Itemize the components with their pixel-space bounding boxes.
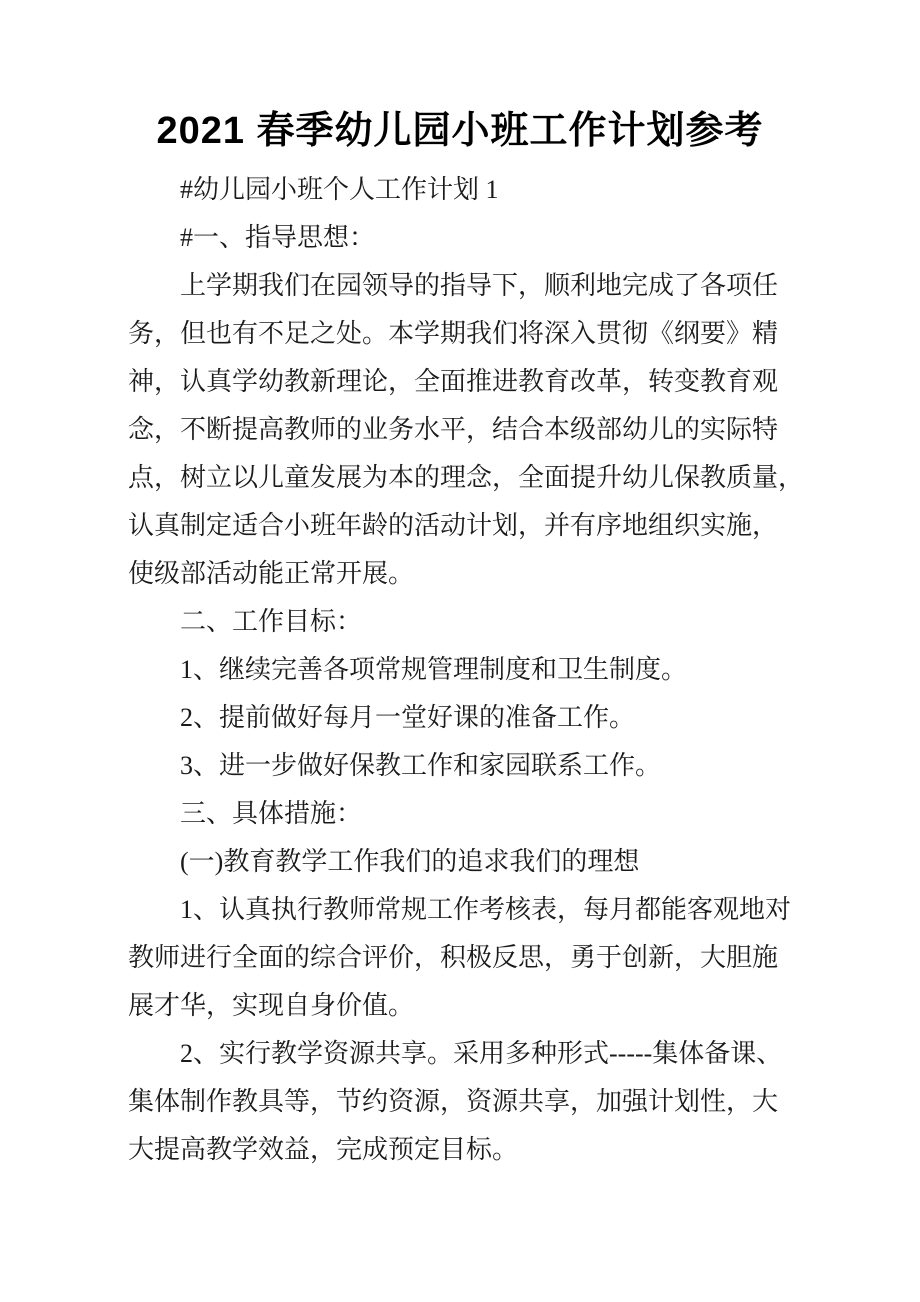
- text-line: #幼儿园小班个人工作计划 1: [180, 175, 499, 204]
- document-title: 2021 春季幼儿园小班工作计划参考: [156, 110, 764, 152]
- text-line: 教师进行全面的综合评价，积极反思，勇于创新，大胆施: [128, 943, 779, 972]
- paragraph-plan-subtitle: [128, 166, 792, 214]
- paragraph-measures-subheading: [128, 838, 792, 886]
- document-body: [128, 166, 805, 1174]
- text-line: 上学期我们在园领导的指导下，顺利地完成了各项任: [180, 271, 779, 300]
- paragraph-measure-1: [128, 886, 792, 1030]
- text-line: 3、进一步做好保教工作和家园联系工作。: [180, 751, 662, 780]
- text-line: 认真制定适合小班年龄的活动计划，并有序地组织实施，: [128, 511, 779, 540]
- text-line: 点，树立以儿童发展为本的理念，全面提升幼儿保教质量，: [128, 463, 805, 492]
- text-line: 大提高教学效益，完成预定目标。: [128, 1135, 519, 1164]
- paragraph-guiding-ideology: [128, 262, 805, 598]
- text-line: 2、提前做好每月一堂好课的准备工作。: [180, 703, 636, 732]
- text-line: 二、工作目标：: [180, 607, 363, 636]
- text-line: 1、认真执行教师常规工作考核表，每月都能客观地对: [180, 895, 792, 924]
- text-line: (一)教育教学工作我们的追求我们的理想: [180, 847, 640, 876]
- paragraph-section-2-heading: [128, 598, 792, 646]
- paragraph-measure-2: [128, 1030, 792, 1174]
- text-line: 展才华，实现自身价值。: [128, 991, 415, 1020]
- paragraph-goal-1: [128, 646, 792, 694]
- text-line: 2、实行教学资源共享。采用多种形式-----集体备课、: [180, 1039, 783, 1068]
- text-line: 神，认真学幼教新理论，全面推进教育改革，转变教育观: [128, 367, 779, 396]
- paragraph-section-3-heading: [128, 790, 792, 838]
- text-line: #一、指导思想：: [180, 223, 376, 252]
- text-line: 念，不断提高教师的业务水平，结合本级部幼儿的实际特: [128, 415, 779, 444]
- text-line: 1、继续完善各项常规管理制度和卫生制度。: [180, 655, 688, 684]
- paragraph-goal-3: [128, 742, 792, 790]
- text-line: 三、具体措施：: [180, 799, 363, 828]
- text-line: 务，但也有不足之处。本学期我们将深入贯彻《纲要》精: [128, 319, 779, 348]
- paragraph-section-1-heading: [128, 214, 792, 262]
- text-line: 集体制作教具等，节约资源，资源共享，加强计划性，大: [128, 1087, 779, 1116]
- paragraph-goal-2: [128, 694, 792, 742]
- text-line: 使级部活动能正常开展。: [128, 559, 415, 588]
